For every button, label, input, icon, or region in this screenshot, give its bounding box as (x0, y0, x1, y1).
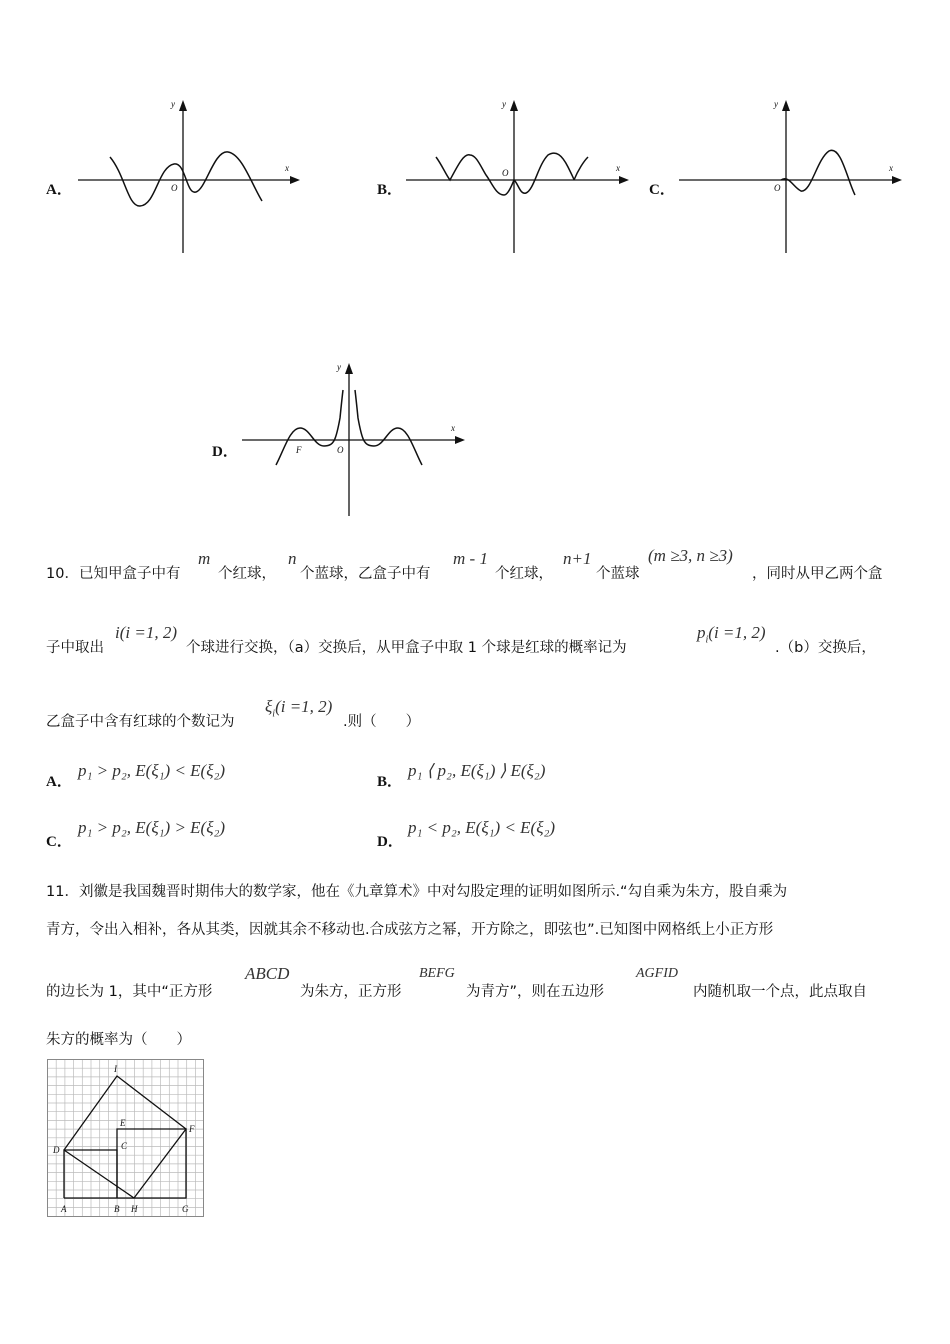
y-axis-label: y (774, 99, 778, 109)
xi-subscript: i (272, 708, 276, 720)
p-range: (i =1, 2) (708, 623, 766, 642)
q10-line2-t2: 个球进行交换，（a）交换后，从甲盒子中取 1 个球是红球的概率记为 (186, 640, 627, 656)
q10-p-i (697, 623, 766, 645)
q11-line2: 青方，令出入相补，各从其类，因就其余不移动也.合成弦方之幂，开方除之，即弦也”.已知图中网格纸上小正方形 (46, 922, 774, 938)
p-subscript: i (705, 634, 709, 646)
q10-m: m (198, 549, 211, 568)
option-b-label: B． (377, 182, 403, 198)
point-i: I (114, 1064, 117, 1074)
q10-n-plus-1: n+1 (563, 549, 592, 568)
point-a: A (61, 1204, 67, 1214)
origin-label: O (171, 183, 178, 193)
q10-line1-t1: 个红球， (218, 566, 276, 582)
pentagon-agfid: AGFID (636, 966, 678, 981)
option-c-graph (675, 95, 910, 260)
point-f-label: F (296, 445, 302, 455)
q10-line3-t2: .则（ ） (343, 714, 421, 730)
q11-grid-figure (46, 1058, 206, 1220)
q11-line3-t3: 为青方”，则在五边形 (466, 984, 605, 1000)
square-befg: BEFG (419, 966, 455, 981)
q11-line3-t2: 为朱方，正方形 (300, 984, 402, 1000)
option-a-label: A． (46, 182, 72, 198)
origin-label: O (502, 168, 509, 178)
q11-line4: 朱方的概率为（ ） (46, 1032, 191, 1048)
p-symbol: p (697, 623, 706, 642)
point-d: D (53, 1145, 60, 1155)
origin-label: O (337, 445, 344, 455)
q10-line1-t2: 个蓝球，乙盒子中有 (300, 566, 431, 582)
option-a-graph (70, 95, 305, 260)
q10-line3-t1: 乙盒子中含有红球的个数记为 (46, 714, 235, 730)
q10-option-d-label: D． (377, 834, 403, 850)
q10-option-a-expr: p₁ > p₂, E(ξ₁) < E(ξ₂) (78, 761, 226, 780)
x-axis-label: x (451, 423, 455, 433)
q10-option-a-label: A． (46, 774, 72, 790)
q10-m-minus-1: m - 1 (453, 549, 488, 568)
point-h: H (131, 1204, 138, 1214)
option-d-label: D． (212, 444, 238, 460)
q11-line1: 11．刘徽是我国魏晋时期伟大的数学家，他在《九章算术》中对勾股定理的证明如图所示.“勾自乘为朱方，股自乘为 (46, 884, 788, 900)
q10-option-c-label: C． (46, 834, 72, 850)
x-axis-label: x (616, 163, 620, 173)
square-abcd: ABCD (245, 964, 290, 983)
point-c: C (121, 1141, 128, 1151)
q10-xi-i (265, 697, 332, 719)
y-axis-label: y (171, 99, 175, 109)
point-b: B (114, 1204, 120, 1214)
q10-condition: (m ≥3, n ≥3) (648, 546, 733, 565)
q10-option-b-label: B． (377, 774, 403, 790)
xi-symbol: ξ (265, 697, 273, 716)
q10-n: n (288, 549, 297, 568)
q10-line1-t3: 个红球， (495, 566, 553, 582)
option-b-graph (402, 95, 637, 260)
q10-i-range: i(i =1, 2) (115, 623, 177, 642)
option-c-label: C． (649, 182, 675, 198)
point-f: F (189, 1124, 195, 1134)
y-axis-label: y (502, 99, 506, 109)
q11-line3-t4: 内随机取一个点，此点取自 (693, 984, 867, 1000)
x-axis-label: x (889, 163, 893, 173)
origin-label: O (774, 183, 781, 193)
point-g: G (182, 1204, 189, 1214)
q10-line1-t5: ，同时从甲乙两个盒 (752, 566, 883, 582)
option-d-graph (236, 358, 471, 523)
q10-option-c-expr: p₁ > p₂, E(ξ₁) > E(ξ₂) (78, 818, 226, 837)
q10-line2-t1: 子中取出 (46, 640, 104, 656)
q11-line3-t1: 的边长为 1，其中“正方形 (46, 984, 213, 1000)
q10-line1-t4: 个蓝球 (596, 566, 640, 582)
x-axis-label: x (285, 163, 289, 173)
q10-option-d-expr: p₁ < p₂, E(ξ₁) < E(ξ₂) (408, 818, 556, 837)
q10-option-b-expr: p₁ ⟨ p₂, E(ξ₁) ⟩ E(ξ₂) (408, 761, 546, 780)
xi-range: (i =1, 2) (275, 697, 333, 716)
point-e: E (120, 1118, 126, 1128)
y-axis-label: y (337, 362, 341, 372)
q10-line1-t0: 10．已知甲盒子中有 (46, 566, 181, 582)
q10-line2-t3: .（b）交换后， (775, 640, 876, 656)
